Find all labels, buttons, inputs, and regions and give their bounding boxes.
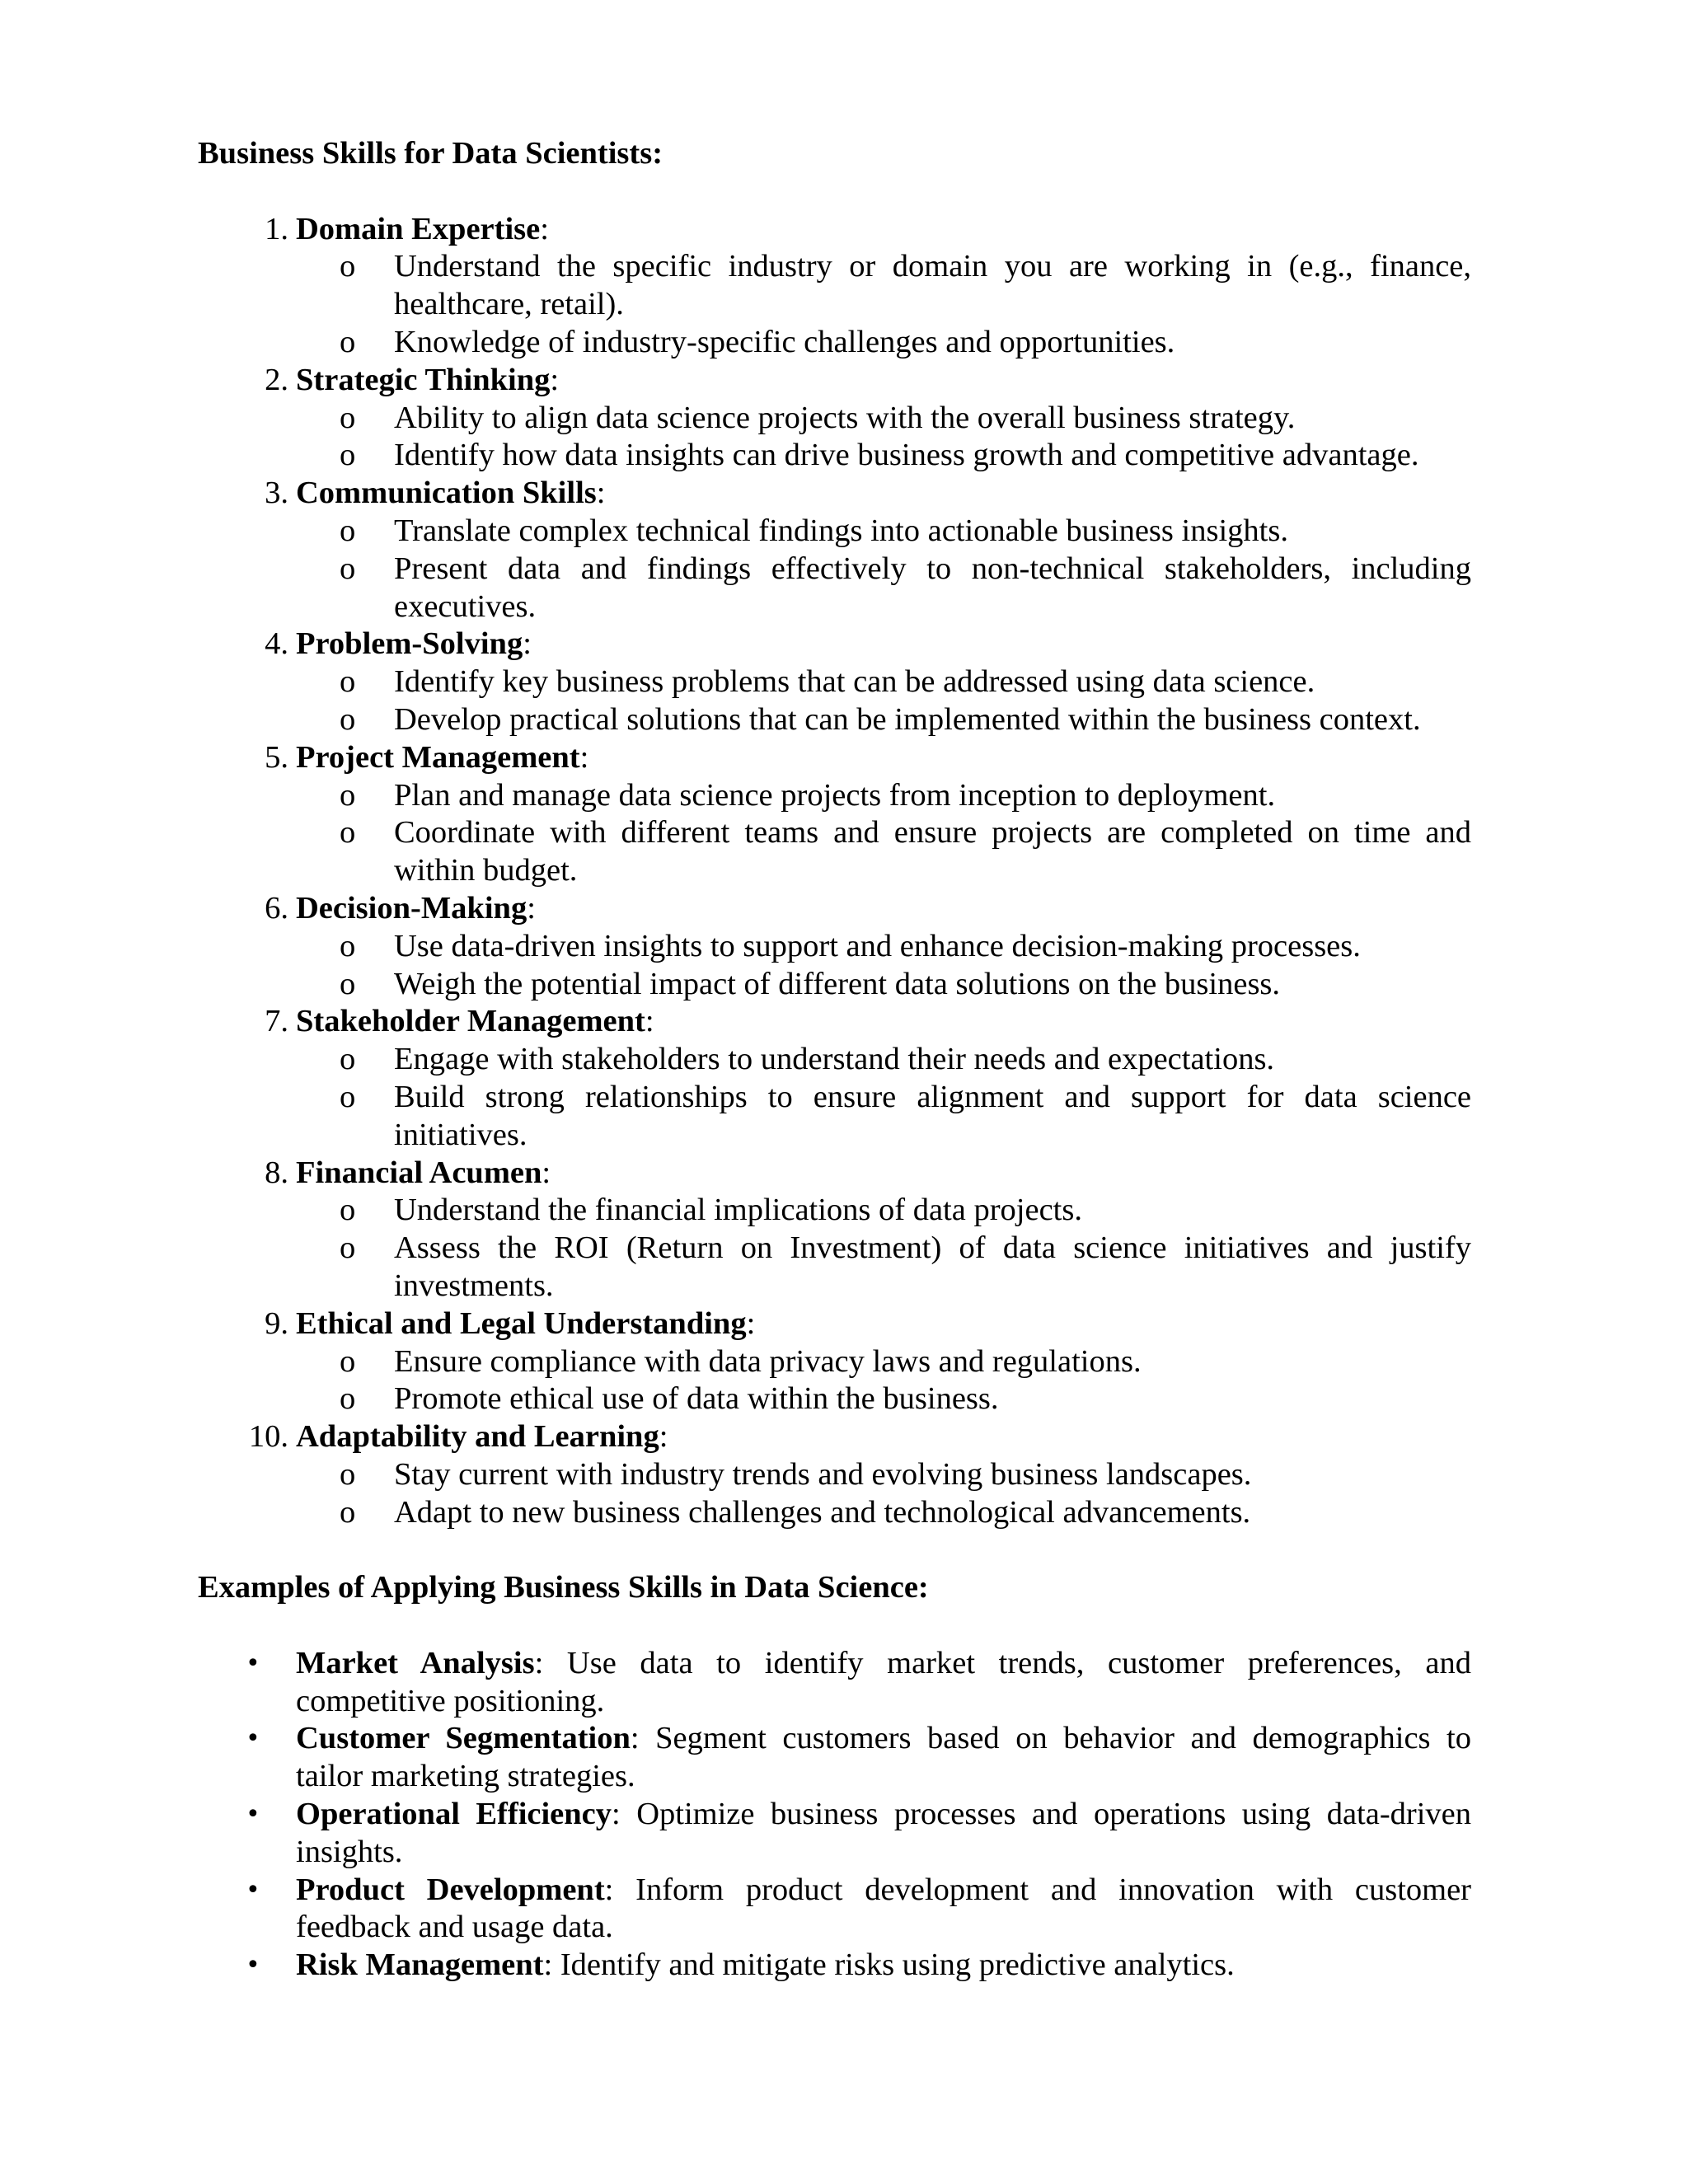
- circle-bullet-icon: o: [340, 1193, 356, 1228]
- sub-list-item: [296, 437, 1471, 475]
- sub-list: [296, 1192, 1471, 1305]
- example-item-operational-efficiency: [198, 1796, 1471, 1872]
- sub-list-item: [296, 928, 1471, 966]
- example-text: : Identify and mitigate risks using predictive analytics.: [543, 1947, 1235, 1983]
- sub-list: [296, 1343, 1471, 1419]
- circle-bullet-icon: o: [340, 1079, 356, 1114]
- section-heading-examples: Examples of Applying Business Skills in Data Science:: [198, 1570, 929, 1605]
- sub-item-text: Coordinate with different teams and ensure projects are completed on time and within budget.: [394, 815, 1471, 888]
- skill-item-project-management: [198, 739, 1471, 890]
- sub-item-text: Ensure compliance with data privacy laws and regulations.: [394, 1343, 1142, 1379]
- item-colon: :: [527, 890, 536, 926]
- sub-item-text: Understand the financial implications of data projects.: [394, 1193, 1082, 1228]
- bullet-icon: •: [246, 1800, 260, 1830]
- item-colon: :: [596, 476, 606, 511]
- skill-item-communication-skills: [198, 475, 1471, 626]
- item-title: Problem-Solving: [296, 626, 523, 662]
- document-body: [198, 135, 1471, 1985]
- sub-item-text: Ability to align data science projects with the overall business strategy.: [394, 400, 1296, 435]
- sub-item-text: Weigh the potential impact of different data solutions on the business.: [394, 966, 1281, 1001]
- sub-list-item: [296, 248, 1471, 324]
- skill-item-problem-solving: [198, 626, 1471, 738]
- skill-item-financial-acumen: [198, 1155, 1471, 1305]
- item-number: 7.: [265, 1004, 288, 1039]
- example-text: : Inform product development and innovation with customer feedback and usage data.: [296, 1872, 1471, 1945]
- item-number: 8.: [265, 1155, 288, 1190]
- sub-item-text: Knowledge of industry-specific challenges and opportunities.: [394, 324, 1175, 359]
- circle-bullet-icon: o: [340, 815, 356, 851]
- item-colon: :: [659, 1419, 668, 1455]
- circle-bullet-icon: o: [340, 1494, 356, 1530]
- skill-item-stakeholder-management: [198, 1003, 1471, 1154]
- sub-list-item: [296, 513, 1471, 551]
- item-title: Adaptability and Learning: [296, 1419, 659, 1455]
- item-number: 2.: [265, 362, 288, 397]
- example-title: Customer Segmentation: [296, 1721, 631, 1756]
- item-colon: :: [579, 739, 589, 775]
- circle-bullet-icon: o: [340, 1456, 356, 1492]
- circle-bullet-icon: o: [340, 777, 356, 813]
- sub-list-item: [296, 1380, 1471, 1418]
- skill-item-strategic-thinking: [198, 362, 1471, 475]
- sub-list-item: [296, 1079, 1471, 1155]
- item-number: 6.: [265, 890, 288, 926]
- item-number: 9.: [265, 1305, 288, 1341]
- bullet-icon: •: [246, 1648, 260, 1678]
- sub-list: [296, 663, 1471, 739]
- bullet-list-examples: [198, 1645, 1471, 1985]
- bullet-icon: •: [246, 1875, 260, 1905]
- bullet-icon: •: [246, 1951, 260, 1980]
- example-text: : Optimize business processes and operations using data-driven insights.: [296, 1797, 1471, 1869]
- item-number: 4.: [265, 626, 288, 662]
- sub-item-text: Assess the ROI (Return on Investment) of data science initiatives and justify investments.: [394, 1230, 1471, 1303]
- item-number: 3.: [265, 476, 288, 511]
- sub-list-item: [296, 1192, 1471, 1230]
- sub-list-item: [296, 1230, 1471, 1305]
- sub-list-item: [296, 966, 1471, 1004]
- sub-item-text: Translate complex technical findings into actionable business insights.: [394, 513, 1288, 548]
- sub-list-item: [296, 1494, 1471, 1532]
- item-colon: :: [645, 1004, 654, 1039]
- sub-item-text: Engage with stakeholders to understand their needs and expectations.: [394, 1042, 1275, 1077]
- sub-list-item: [296, 1456, 1471, 1494]
- sub-item-text: Promote ethical use of data within the business.: [394, 1381, 999, 1417]
- circle-bullet-icon: o: [340, 664, 356, 700]
- example-text: : Use data to identify market trends, customer preferences, and competitive positioning.: [296, 1645, 1472, 1718]
- numbered-list-business-skills: [198, 211, 1471, 1532]
- sub-list: [296, 248, 1471, 361]
- item-title: Ethical and Legal Understanding: [296, 1305, 747, 1341]
- sub-list-item: [296, 1041, 1471, 1079]
- spacer: [198, 1607, 1471, 1645]
- item-title: Financial Acumen: [296, 1155, 542, 1190]
- circle-bullet-icon: o: [340, 928, 356, 963]
- example-title: Market Analysis: [296, 1645, 535, 1680]
- sub-item-text: Identify how data insights can drive business growth and competitive advantage.: [394, 438, 1419, 473]
- item-colon: :: [550, 362, 560, 397]
- item-number: 1.: [265, 211, 288, 246]
- sub-item-text: Build strong relationships to ensure alignment and support for data science initiatives.: [394, 1079, 1471, 1152]
- spacer: [198, 173, 1471, 211]
- item-title: Stakeholder Management: [296, 1004, 645, 1039]
- sub-list-item: [296, 324, 1471, 362]
- skill-item-ethical-legal-understanding: [198, 1305, 1471, 1418]
- skill-item-adaptability-learning: [198, 1418, 1471, 1531]
- sub-item-text: Adapt to new business challenges and technological advancements.: [394, 1494, 1251, 1530]
- example-item-market-analysis: [198, 1645, 1471, 1721]
- item-title: Strategic Thinking: [296, 362, 551, 397]
- sub-list: [296, 400, 1471, 476]
- example-title: Risk Management: [296, 1947, 544, 1983]
- item-title: Communication Skills: [296, 476, 597, 511]
- circle-bullet-icon: o: [340, 1343, 356, 1379]
- example-item-customer-segmentation: [198, 1720, 1471, 1796]
- sub-item-text: Plan and manage data science projects from inception to deployment.: [394, 777, 1276, 813]
- example-item-product-development: [198, 1872, 1471, 1947]
- skill-item-decision-making: [198, 890, 1471, 1003]
- item-colon: :: [746, 1305, 756, 1341]
- example-title: Product Development: [296, 1872, 605, 1907]
- sub-item-text: Use data-driven insights to support and enhance decision-making processes.: [394, 928, 1361, 963]
- bullet-icon: •: [246, 1724, 260, 1754]
- item-number: 5.: [265, 739, 288, 775]
- spacer: [198, 1531, 1471, 1569]
- circle-bullet-icon: o: [340, 438, 356, 473]
- sub-item-text: Stay current with industry trends and evolving business landscapes.: [394, 1456, 1252, 1492]
- circle-bullet-icon: o: [340, 966, 356, 1001]
- skill-item-domain-expertise: [198, 211, 1471, 362]
- circle-bullet-icon: o: [340, 324, 356, 359]
- item-title: Domain Expertise: [296, 211, 541, 246]
- circle-bullet-icon: o: [340, 400, 356, 435]
- sub-list: [296, 1456, 1471, 1532]
- circle-bullet-icon: o: [340, 1230, 356, 1266]
- sub-item-text: Understand the specific industry or domain you are working in (e.g., finance, healthcare, retail).: [394, 249, 1471, 322]
- example-item-risk-management: [198, 1947, 1471, 1985]
- item-title: Project Management: [296, 739, 580, 775]
- circle-bullet-icon: o: [340, 701, 356, 737]
- sub-list: [296, 777, 1471, 890]
- sub-list: [296, 1041, 1471, 1154]
- sub-item-text: Develop practical solutions that can be implemented within the business context.: [394, 701, 1421, 737]
- sub-list: [296, 513, 1471, 626]
- circle-bullet-icon: o: [340, 1042, 356, 1077]
- item-number: 10.: [248, 1419, 288, 1455]
- example-title: Operational Efficiency: [296, 1797, 612, 1832]
- section-heading-business-skills: Business Skills for Data Scientists:: [198, 136, 663, 171]
- sub-list-item: [296, 551, 1471, 626]
- sub-list-item: [296, 663, 1471, 701]
- item-colon: :: [523, 626, 532, 662]
- circle-bullet-icon: o: [340, 551, 356, 586]
- example-text: : Segment customers based on behavior and demographics to tailor marketing strategies.: [296, 1721, 1471, 1794]
- sub-item-text: Present data and findings effectively to non-technical stakeholders, including executives.: [394, 551, 1471, 624]
- sub-list-item: [296, 814, 1471, 890]
- item-title: Decision-Making: [296, 890, 528, 926]
- circle-bullet-icon: o: [340, 1381, 356, 1417]
- item-colon: :: [540, 211, 549, 246]
- circle-bullet-icon: o: [340, 513, 356, 548]
- sub-list-item: [296, 701, 1471, 739]
- sub-item-text: Identify key business problems that can be addressed using data science.: [394, 664, 1315, 700]
- circle-bullet-icon: o: [340, 249, 356, 284]
- item-colon: :: [542, 1155, 551, 1190]
- sub-list-item: [296, 400, 1471, 438]
- sub-list: [296, 928, 1471, 1004]
- sub-list-item: [296, 1343, 1471, 1381]
- sub-list-item: [296, 777, 1471, 815]
